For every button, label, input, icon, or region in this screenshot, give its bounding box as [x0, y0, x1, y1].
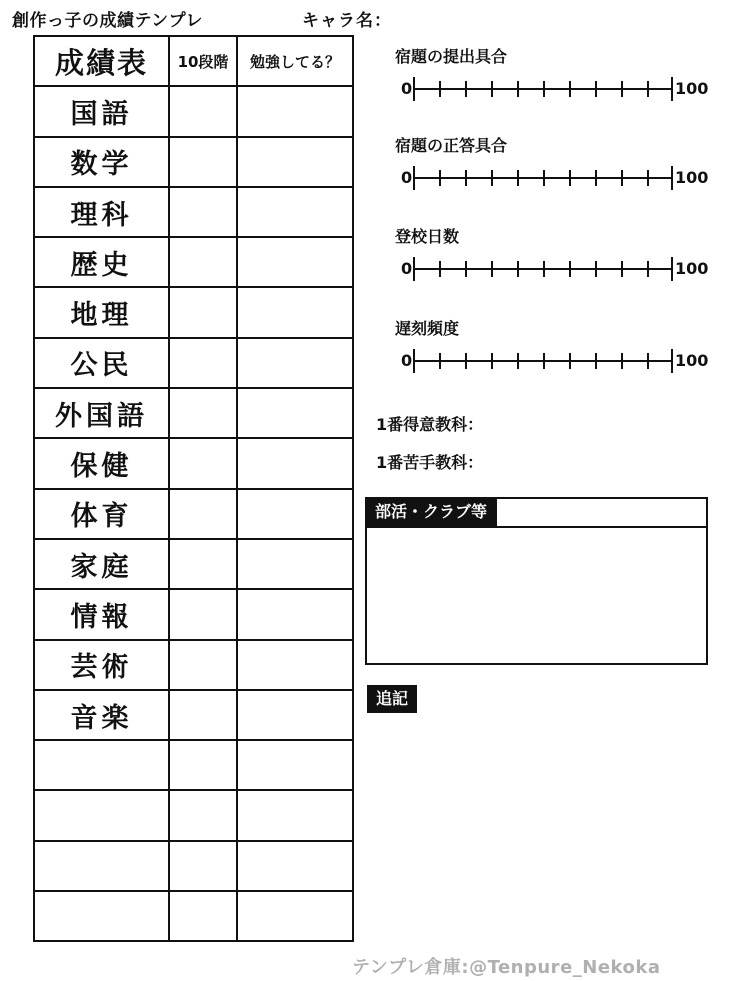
level-cell: [169, 640, 237, 690]
subject-cell: 数学: [34, 137, 169, 187]
worst-subject-label: 1番苦手教科：: [376, 453, 484, 472]
scale-tick: [439, 353, 441, 369]
scale-bar: [395, 76, 715, 102]
club-box: [365, 497, 708, 665]
study-cell: [237, 237, 353, 287]
scale-tick: [569, 81, 571, 97]
scale-tick: [439, 170, 441, 186]
page-title: 創作っ子の成績テンプレ: [12, 11, 203, 31]
scale-bar: [395, 256, 715, 282]
scale-tick: [517, 353, 519, 369]
table-row: [34, 438, 353, 488]
scale-tick: [543, 353, 545, 369]
level-cell: [169, 237, 237, 287]
scale-tick: [647, 170, 649, 186]
note-label: 追記: [367, 685, 417, 713]
level-cell: [169, 690, 237, 740]
subject-cell: 歴史: [34, 237, 169, 287]
study-cell: [237, 740, 353, 790]
level-cell: [169, 891, 237, 941]
scale-max-label: 100: [675, 259, 709, 278]
study-cell: [237, 338, 353, 388]
scale-tick: [569, 353, 571, 369]
scale-tick: [671, 77, 673, 101]
scale-tick: [413, 349, 415, 373]
study-cell: [237, 86, 353, 136]
subject-cell: 芸術: [34, 640, 169, 690]
table-row: [34, 891, 353, 941]
scale-tick: [491, 170, 493, 186]
scale-tick: [621, 261, 623, 277]
study-cell: [237, 287, 353, 337]
level-cell: [169, 338, 237, 388]
subject-cell: 情報: [34, 589, 169, 639]
study-cell: [237, 640, 353, 690]
scale-tick: [569, 261, 571, 277]
table-row: [34, 287, 353, 337]
table-row: [34, 489, 353, 539]
level-cell: [169, 137, 237, 187]
table-row: [34, 740, 353, 790]
grade-table-title: 成績表: [34, 36, 169, 86]
scale-tick: [439, 261, 441, 277]
scale-tick: [465, 81, 467, 97]
study-cell: [237, 438, 353, 488]
study-column-header: 勉強してる？: [237, 36, 353, 86]
grade-table-header: [34, 36, 353, 86]
table-row: [34, 237, 353, 287]
table-row: [34, 86, 353, 136]
study-cell: [237, 489, 353, 539]
scale-label: 遅刻頻度: [395, 319, 460, 338]
subject-cell: 国語: [34, 86, 169, 136]
scale-tick: [543, 261, 545, 277]
table-row: [34, 841, 353, 891]
level-cell: [169, 539, 237, 589]
level-column-header: 10段階: [169, 36, 237, 86]
scale-tick: [647, 353, 649, 369]
subject-cell: 家庭: [34, 539, 169, 589]
subject-cell: 音楽: [34, 690, 169, 740]
scale-tick: [647, 261, 649, 277]
scale-tick: [621, 170, 623, 186]
club-label: 部活・クラブ等: [365, 497, 497, 527]
level-cell: [169, 740, 237, 790]
scale-tick: [671, 257, 673, 281]
scale-label: 宿題の正答具合: [395, 136, 508, 155]
table-row: [34, 690, 353, 740]
level-cell: [169, 438, 237, 488]
table-row: [34, 388, 353, 438]
scale-tick: [413, 77, 415, 101]
subject-cell: 理科: [34, 187, 169, 237]
study-cell: [237, 841, 353, 891]
study-cell: [237, 690, 353, 740]
scale-label: 宿題の提出具合: [395, 47, 508, 66]
scale-min-label: 0: [401, 168, 413, 187]
scale-tick: [517, 261, 519, 277]
scale-tick: [671, 166, 673, 190]
study-cell: [237, 137, 353, 187]
scale-max-label: 100: [675, 351, 709, 370]
scale-tick: [595, 261, 597, 277]
study-cell: [237, 388, 353, 438]
scale-min-label: 0: [401, 79, 413, 98]
character-name-label: キャラ名：: [302, 11, 392, 31]
scale-tick: [671, 349, 673, 373]
level-cell: [169, 489, 237, 539]
scale-bar: [395, 165, 715, 191]
scale-tick: [413, 166, 415, 190]
level-cell: [169, 841, 237, 891]
scale-max-label: 100: [675, 168, 709, 187]
scale-tick: [621, 353, 623, 369]
study-cell: [237, 187, 353, 237]
level-cell: [169, 790, 237, 840]
subject-cell: 地理: [34, 287, 169, 337]
subject-cell: 公民: [34, 338, 169, 388]
subject-cell: [34, 740, 169, 790]
subject-cell: [34, 841, 169, 891]
table-row: [34, 589, 353, 639]
table-row: [34, 338, 353, 388]
scale-tick: [413, 257, 415, 281]
scale-tick: [439, 81, 441, 97]
scale-max-label: 100: [675, 79, 709, 98]
scale-bar: [395, 348, 715, 374]
scale-tick: [569, 170, 571, 186]
study-cell: [237, 539, 353, 589]
level-cell: [169, 287, 237, 337]
scale-tick: [491, 261, 493, 277]
scale-tick: [543, 170, 545, 186]
credit-text: テンプレ倉庫:@Tenpure_Nekoka: [352, 957, 661, 978]
study-cell: [237, 589, 353, 639]
subject-cell: [34, 891, 169, 941]
level-cell: [169, 589, 237, 639]
scale-tick: [517, 81, 519, 97]
table-row: [34, 187, 353, 237]
table-row: [34, 640, 353, 690]
table-row: [34, 137, 353, 187]
table-row: [34, 790, 353, 840]
level-cell: [169, 86, 237, 136]
subject-cell: [34, 790, 169, 840]
scale-tick: [595, 81, 597, 97]
scale-min-label: 0: [401, 351, 413, 370]
table-row: [34, 539, 353, 589]
level-cell: [169, 187, 237, 237]
study-cell: [237, 891, 353, 941]
subject-cell: 体育: [34, 489, 169, 539]
scale-tick: [647, 81, 649, 97]
scale-tick: [621, 81, 623, 97]
scale-tick: [543, 81, 545, 97]
scale-tick: [595, 170, 597, 186]
best-subject-label: 1番得意教科：: [376, 415, 484, 434]
subject-cell: 保健: [34, 438, 169, 488]
scale-label: 登校日数: [395, 227, 460, 246]
scale-tick: [595, 353, 597, 369]
scale-min-label: 0: [401, 259, 413, 278]
scale-tick: [517, 170, 519, 186]
subject-cell: 外国語: [34, 388, 169, 438]
scale-tick: [465, 170, 467, 186]
scale-tick: [491, 81, 493, 97]
scale-tick: [465, 353, 467, 369]
study-cell: [237, 790, 353, 840]
grade-table: [33, 35, 354, 942]
level-cell: [169, 388, 237, 438]
scale-tick: [491, 353, 493, 369]
scale-tick: [465, 261, 467, 277]
